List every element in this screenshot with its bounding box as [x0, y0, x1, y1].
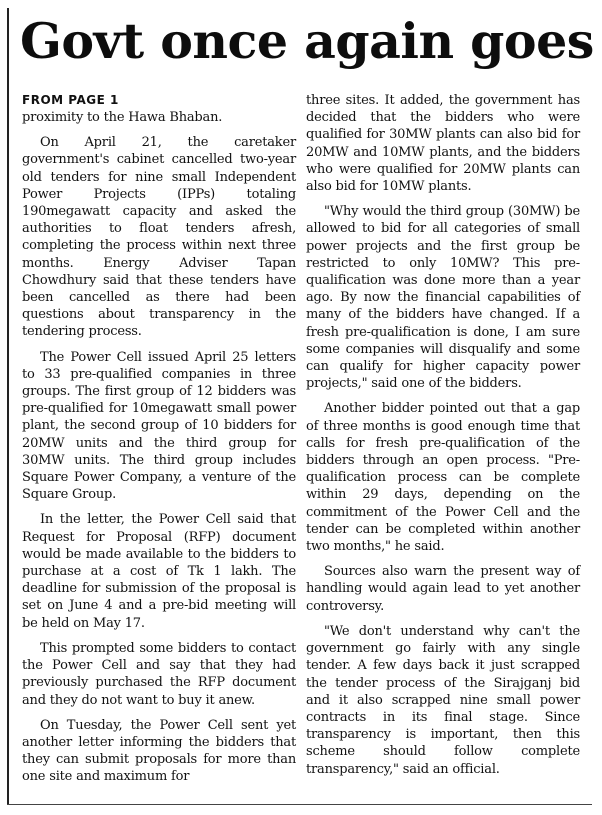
paragraph: Sources also warn the present way of handling would again lead to yet another controversy. — [306, 564, 580, 614]
paragraph: On April 21, the caretaker government's cabinet cancelled two-year old tenders for nine small Independent Power Projects (IPPs) totaling 190megawatt capacity and asked the authorities to float tenders afresh, completing the process within next three months. Energy Adviser Tapan Chowdhury said that these tenders have been cancelled as there had been questions about transparency in the tendering process. — [22, 135, 296, 340]
headline: Govt once again goes — [20, 12, 594, 70]
paragraph: proximity to the Hawa Bhaban. — [22, 110, 223, 125]
paragraph: On Tuesday, the Power Cell sent yet another letter informing the bidders that they can submit proposals for more than one site and maximum for — [22, 717, 296, 785]
paragraph: "Why would the third group (30MW) be allowed to bid for all categories of small power projects and the first group be restricted to only 10MW? This pre-qualification was done more than a year ago. By now the financial capabilities of many of the bidders have changed. If a fresh pre-qualification is done, I am sure some companies will disqualify and some can qualify for higher capacity power projects," said one of the bidders. — [306, 204, 580, 392]
article-column-1 — [22, 92, 296, 794]
paragraph: This prompted some bidders to contact the Power Cell and say that they had previously purchased the RFP document and they do not want to buy it anew. — [22, 640, 296, 708]
paragraph: Another bidder pointed out that a gap of three months is good enough time that calls for fresh pre-qualification of the bidders through an open process. "Pre-qualification process can be complete within 29 days, depending on the commitment of the Power Cell and the tender can be completed within another two months," he said. — [306, 401, 580, 555]
from-page-kicker: FROM PAGE 1 — [22, 93, 119, 107]
paragraph: three sites. It added, the government has decided that the bidders who were qualified for 30MW plants can also bid for 20MW and 10MW plants, and the bidders who were qualified for 20MW plants can also bid for 10MW plants. — [306, 93, 580, 195]
bottom-rule — [7, 804, 592, 805]
paragraph: In the letter, the Power Cell said that Request for Proposal (RFP) document would be made available to the bidders to purchase at a cost of Tk 1 lakh. The deadline for submission of the proposal is set on June 4 and a pre-bid meeting will be held on May 17. — [22, 512, 296, 631]
left-column-rule — [7, 8, 9, 805]
paragraph: "We don't understand why can't the government go fairly with any single tender. A few days back it just scrapped the tender process of the Sirajganj bid and it also scrapped nine small power contracts in its final stage. Since transparency is important, then this scheme should follow complete transparency," said an official. — [306, 623, 580, 777]
article-column-2 — [306, 92, 580, 786]
paragraph: The Power Cell issued April 25 letters to 33 pre-qualified companies in three groups. The first group of 12 bidders was pre-qualified for 10megawatt small power plant, the second group of 10 bidders for 20MW units and the third group for 30MW units. The third group includes Square Power Company, a venture of the Square Group. — [22, 349, 296, 503]
